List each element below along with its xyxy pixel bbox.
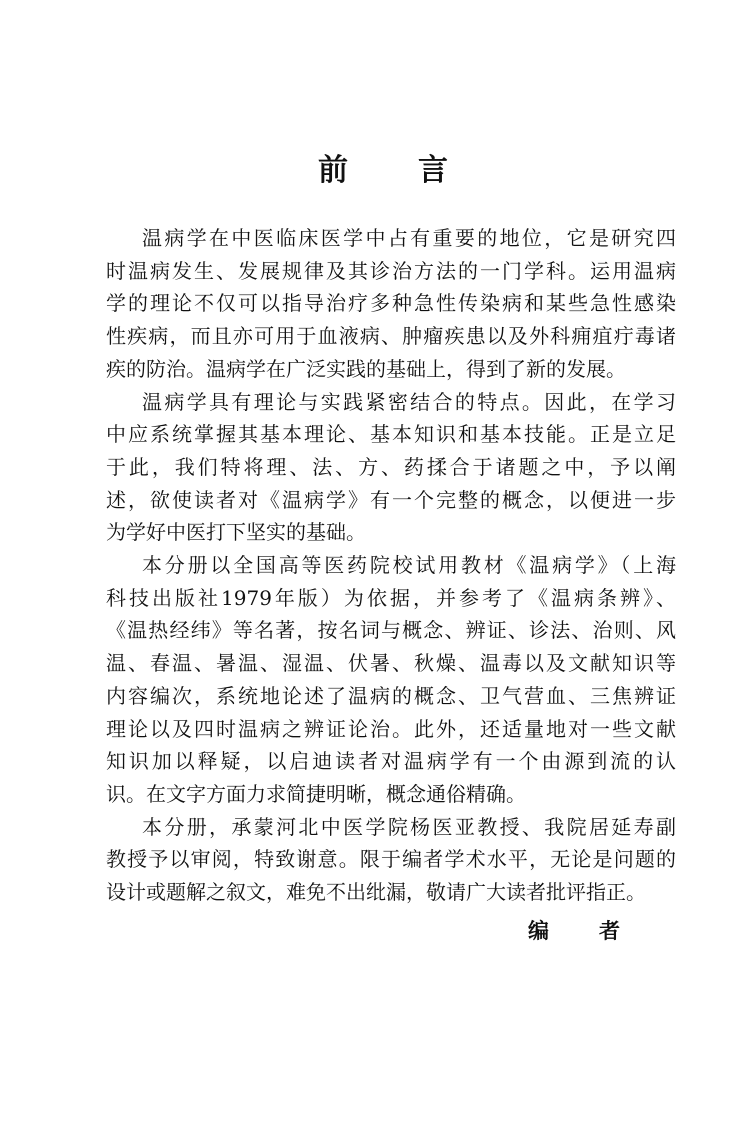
text-line: 本分册，承蒙河北中医学院杨医亚教授、我院居延寿副 bbox=[142, 814, 676, 839]
text-line: 述，欲使读者对《温病学》有一个完整的概念，以便进一步 bbox=[106, 487, 676, 512]
text-line: 温病学具有理论与实践紧密结合的特点。因此，在学习 bbox=[142, 389, 676, 414]
signature: 编 者 bbox=[528, 918, 620, 943]
text-line: 中应系统掌握其基本理论、基本知识和基本技能。正是立足 bbox=[106, 422, 676, 447]
text-line: 为学好中医打下坚实的基础。 bbox=[106, 520, 366, 545]
text-line: 理论以及四时温病之辨证论治。此外，还适量地对一些文献 bbox=[106, 716, 676, 741]
text-line: 疾的防治。温病学在广泛实践的基础上，得到了新的发展。 bbox=[106, 356, 626, 381]
page-title: 前 言 bbox=[318, 153, 448, 188]
text-line: 本分册以全国高等医药院校试用教材《温病学》（上海 bbox=[142, 553, 676, 577]
text-line: 学的理论不仅可以指导治疗多种急性传染病和某些急性感染 bbox=[106, 291, 676, 316]
text-line: 教授予以审阅，特致谢意。限于编者学术水平，无论是问题的 bbox=[106, 847, 676, 872]
text-line: 知识加以释疑，以启迪读者对温病学有一个由源到流的认 bbox=[106, 749, 676, 774]
text-line: 时温病发生、发展规律及其诊治方法的一门学科。运用温病 bbox=[106, 258, 676, 283]
text-line: 温病学在中医临床医学中占有重要的地位，它是研究四 bbox=[142, 226, 676, 250]
text-line: 识。在文字方面力求简捷明晰，概念通俗精确。 bbox=[106, 781, 526, 806]
text-line: 内容编次，系统地论述了温病的概念、卫气营血、三焦辨证 bbox=[106, 683, 676, 708]
text-line: 科技出版社1979年版）为依据，并参考了《温病条辨》、 bbox=[106, 585, 676, 610]
text-line: 温、春温、暑温、湿温、伏暑、秋燥、温毒以及文献知识等 bbox=[106, 651, 676, 676]
text-line: 性疾病，而且亦可用于血液病、肿瘤疾患以及外科痈疽疔毒诸 bbox=[106, 324, 676, 349]
text-line: 《温热经纬》等名著，按名词与概念、辨证、诊法、治则、风 bbox=[106, 618, 676, 643]
text-line: 于此，我们特将理、法、方、药揉合于诸题之中，予以阐 bbox=[106, 454, 676, 479]
text-line: 设计或题解之叙文，难免不出纰漏，敬请广大读者批评指正。 bbox=[106, 880, 646, 904]
